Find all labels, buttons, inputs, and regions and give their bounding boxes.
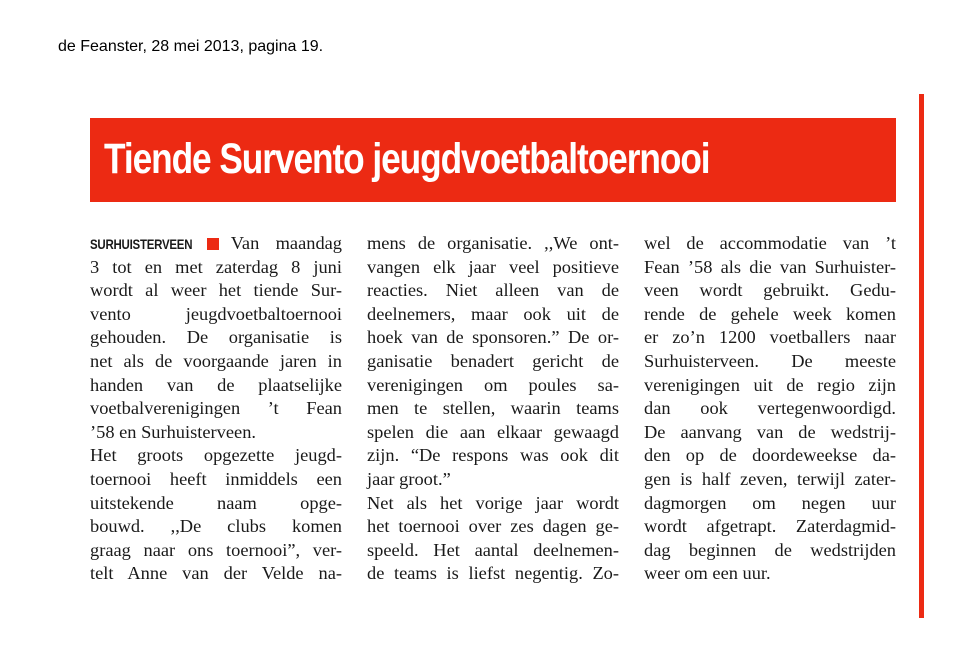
- text-line: 3 tot en met zaterdag 8 juni: [90, 256, 342, 277]
- accent-rule: [919, 94, 924, 618]
- text-line: verenigingen uit de regio zijn: [644, 374, 896, 395]
- text-line: dag beginnen de wedstrijden: [644, 539, 896, 560]
- text-line: jaar groot.”: [367, 468, 451, 489]
- article-column-3: [644, 232, 896, 586]
- text-line: handen van de plaatselijke: [90, 374, 342, 395]
- text-line: veen wordt gebruikt. Gedu-: [644, 280, 896, 301]
- text-line: ganisatie benadert gericht de: [367, 350, 619, 371]
- text-line: Net als het vorige jaar wordt: [367, 492, 619, 513]
- text-line: De aanvang van de wedstrij-: [644, 421, 896, 442]
- text-line: weer om een uur.: [644, 563, 771, 584]
- text-line: mens de organisatie. ,,We ont-: [367, 233, 619, 253]
- text-line: Het groots opgezette jeugd-: [90, 445, 342, 466]
- text-line-content: Van maandag: [230, 233, 342, 253]
- text-line: er zo’n 1200 voetballers naar: [644, 327, 896, 348]
- headline: Tiende Survento jeugdvoetbaltoernooi: [104, 135, 710, 183]
- text-line: ’58 en Surhuisterveen.: [90, 421, 256, 442]
- text-line: vangen elk jaar veel positieve: [367, 256, 619, 277]
- text-line: toernooi heeft inmiddels een: [90, 468, 342, 489]
- text-line: net als de voorgaande jaren in: [90, 350, 342, 371]
- text-line: uitstekende naam opge-: [90, 492, 342, 513]
- text-line: gen is half zeven, terwijl zater-: [644, 468, 896, 489]
- text-line: speeld. Het aantal deelnemen-: [367, 539, 619, 560]
- text-line: Fean ’58 als die van Surhuister-: [644, 256, 896, 277]
- article-column-1: [90, 232, 342, 586]
- text-line: zijn. “De respons was ook dit: [367, 445, 619, 466]
- dateline: SURHUISTERVEEN: [90, 236, 193, 252]
- dateline-square-icon: [207, 238, 219, 250]
- text-line: wordt afgetrapt. Zaterdagmid-: [644, 516, 896, 537]
- text-line: spelen die aan elkaar gewaagd: [367, 421, 619, 442]
- article-column-2: [367, 232, 619, 586]
- text-line: vento jeugdvoetbaltoernooi: [90, 303, 342, 324]
- text-line: reacties. Niet alleen van de: [367, 280, 619, 301]
- text-line: men te stellen, waarin teams: [367, 398, 619, 419]
- text-line: dan ook vertegenwoordigd.: [644, 398, 896, 419]
- text-line: wordt al weer het tiende Sur-: [90, 280, 342, 301]
- text-line: het toernooi over zes dagen ge-: [367, 516, 619, 537]
- text-line: wel de accommodatie van ’t: [644, 233, 896, 253]
- text-line: deelnemers, maar ook uit de: [367, 303, 619, 324]
- source-line: de Feanster, 28 mei 2013, pagina 19.: [58, 38, 324, 55]
- text-line: gehouden. De organisatie is: [90, 327, 342, 348]
- text-line: hoek van de sponsoren.” De or-: [367, 327, 619, 348]
- text-line: [90, 232, 342, 256]
- text-line: dagmorgen om negen uur: [644, 492, 896, 513]
- text-line: telt Anne van der Velde na-: [90, 563, 342, 584]
- text-line: den op de doordeweekse da-: [644, 445, 896, 466]
- text-line: verenigingen om poules sa-: [367, 374, 619, 395]
- text-line: voetbalverenigingen ’t Fean: [90, 398, 342, 419]
- text-line: bouwd. ,,De clubs komen: [90, 516, 342, 537]
- text-line: de teams is liefst negentig. Zo-: [367, 563, 619, 584]
- text-line: Surhuisterveen. De meeste: [644, 350, 896, 371]
- text-line: rende de gehele week komen: [644, 303, 896, 324]
- text-line: graag naar ons toernooi”, ver-: [90, 539, 342, 560]
